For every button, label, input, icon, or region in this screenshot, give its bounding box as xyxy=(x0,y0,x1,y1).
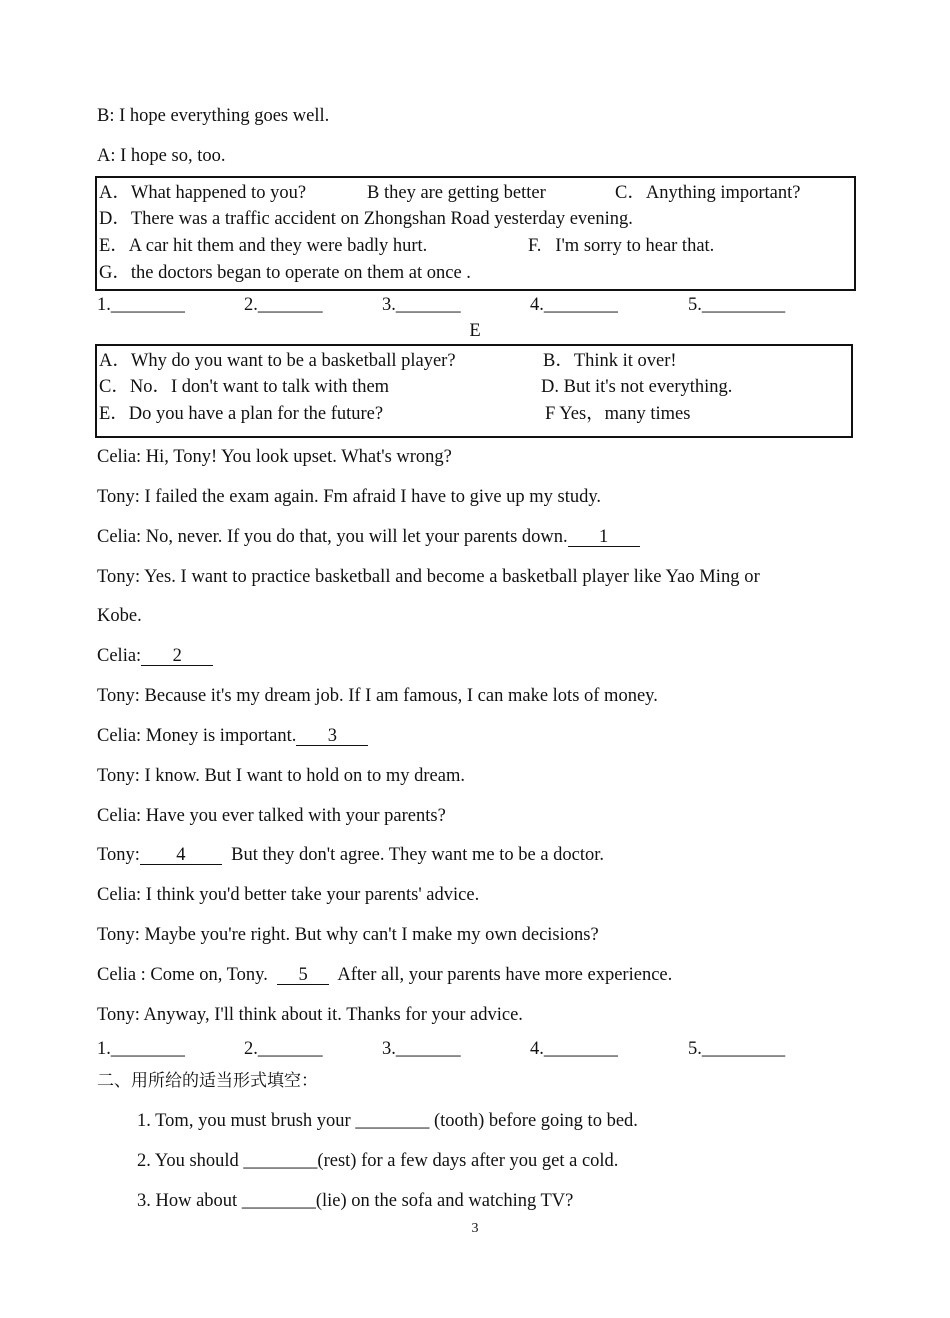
dialogue-line: Tony: 4 But they don't agree. They want me to be a doctor. xyxy=(97,845,605,865)
option-e: E．A car hit them and they were badly hurt. xyxy=(99,236,428,256)
answer-blank-4[interactable]: 4.________ xyxy=(530,295,618,315)
question-item: 2. You should ________(rest) for a few days after you get a cold. xyxy=(137,1151,619,1171)
section-heading: 二、用所给的适当形式填空： xyxy=(97,1071,318,1091)
option-b: B they are getting better xyxy=(367,183,546,203)
answer-blank-2[interactable]: 2._______ xyxy=(244,295,323,315)
dialogue-line: Celia: Hi, Tony! You look upset. What's wrong? xyxy=(97,447,452,467)
section-title: E xyxy=(469,321,481,341)
answer-blank-3[interactable]: 3._______ xyxy=(382,295,461,315)
options-box-d xyxy=(95,176,856,291)
page-number: 3 xyxy=(471,1221,479,1236)
answer-blank-2[interactable]: 2._______ xyxy=(244,1039,323,1059)
blank-3[interactable]: 3 xyxy=(296,727,368,746)
answer-blank-1[interactable]: 1.________ xyxy=(97,1039,185,1059)
option-e: E．Do you have a plan for the future? xyxy=(99,404,384,424)
option-d: D．There was a traffic accident on Zhongshan Road yesterday evening. xyxy=(99,209,633,229)
blank-1[interactable]: 1 xyxy=(568,528,640,547)
blank-4[interactable]: 4 xyxy=(140,846,222,865)
option-c: C．Anything important? xyxy=(615,183,801,203)
option-a: A．Why do you want to be a basketball player? xyxy=(99,351,456,371)
dialogue-line: Celia: 2 xyxy=(97,645,213,667)
dialogue-line: A: I hope so, too. xyxy=(97,146,226,166)
answer-blank-3[interactable]: 3._______ xyxy=(382,1039,461,1059)
dialogue-line: Kobe. xyxy=(97,606,142,626)
dialogue-line: Tony: I know. But I want to hold on to my dream. xyxy=(97,766,465,786)
answer-row xyxy=(0,1038,950,1060)
option-g: G．the doctors began to operate on them at once . xyxy=(99,263,471,283)
dialogue-line: Celia: Have you ever talked with your parents? xyxy=(97,806,446,826)
question-item: 3. How about ________(lie) on the sofa and watching TV? xyxy=(137,1191,574,1211)
dialogue-line: Tony: I failed the exam again. Fm afraid I have to give up my study. xyxy=(97,487,602,507)
answer-blank-4[interactable]: 4.________ xyxy=(530,1039,618,1059)
option-b: B．Think it over! xyxy=(543,351,677,371)
answer-blank-5[interactable]: 5._________ xyxy=(688,1039,786,1059)
option-f: F. I'm sorry to hear that. xyxy=(528,236,715,256)
dialogue-line: Tony: Maybe you're right. But why can't I make my own decisions? xyxy=(97,925,599,945)
dialogue-line: Celia: I think you'd better take your parents' advice. xyxy=(97,885,480,905)
answer-blank-1[interactable]: 1.________ xyxy=(97,295,185,315)
answer-row xyxy=(0,294,950,316)
option-d: D. But it's not everything. xyxy=(541,377,733,397)
dialogue-line: Tony: Anyway, I'll think about it. Thanks for your advice. xyxy=(97,1005,523,1025)
dialogue-line: Celia : Come on, Tony. 5 After all, your parents have more experience. xyxy=(97,965,673,985)
option-a: A．What happened to you? xyxy=(99,183,307,203)
blank-5[interactable]: 5 xyxy=(277,966,329,985)
answer-blank-5[interactable]: 5._________ xyxy=(688,295,786,315)
dialogue-line: Tony: Because it's my dream job. If I am famous, I can make lots of money. xyxy=(97,686,658,706)
dialogue-line: Tony: Yes. I want to practice basketball and become a basketball player like Yao Ming or xyxy=(97,567,760,587)
option-c: C．No．I don't want to talk with them xyxy=(99,377,390,397)
dialogue-line: B: I hope everything goes well. xyxy=(97,106,330,126)
question-item: 1. Tom, you must brush your ________ (tooth) before going to bed. xyxy=(137,1111,638,1131)
blank-2[interactable]: 2 xyxy=(141,647,213,666)
options-box-e xyxy=(95,344,853,438)
option-f: F Yes，many times xyxy=(545,404,691,424)
dialogue-line: Celia: Money is important. 3 xyxy=(97,725,368,747)
dialogue-line: Celia: No, never. If you do that, you will let your parents down. 1 xyxy=(97,526,640,548)
